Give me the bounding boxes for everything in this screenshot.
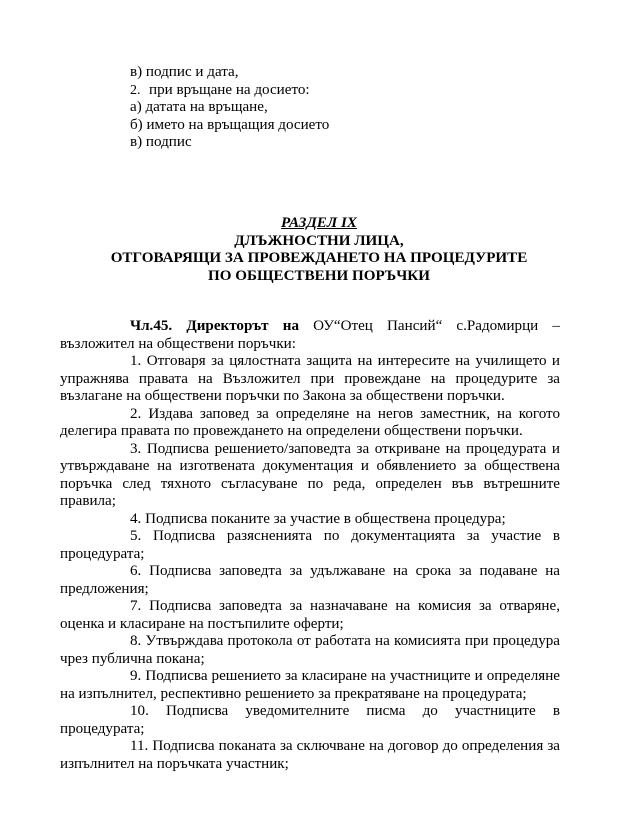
section-heading (60, 215, 578, 285)
article-body (60, 318, 560, 773)
article-word: ОУ“Отец (313, 318, 373, 334)
article-item: 4. Подписва поканите за участие в обществена процедура; (130, 510, 506, 527)
section-number: РАЗДЕЛ IX (281, 215, 357, 231)
article-item: 6. Подписва заповедта за удължаване на срока за подаване на предложения; (60, 563, 560, 597)
list-line (130, 82, 329, 100)
section-title-line: ПО ОБЩЕСТВЕНИ ПОРЪЧКИ (208, 267, 430, 284)
article-word: Пансий“ (387, 318, 443, 334)
return-info-list (130, 64, 329, 152)
article-number: Чл.45. (130, 318, 173, 334)
article-item: 11. Подписва поканата за сключване на договор до определения за изпълнител на поръчката участник; (60, 738, 560, 772)
article-item: 10. Подписва уведомителните писма до участниците в процедурата; (60, 703, 560, 737)
article-item: 7. Подписва заповедта за назначаване на комисия за отваряне, оценка и класиране на постъпилите оферти; (60, 598, 560, 632)
section-title-line: ДЛЪЖНОСТНИ ЛИЦА, (234, 232, 404, 249)
list-text: при връщане на досието: (149, 81, 310, 98)
article-subject: на (282, 318, 299, 334)
list-line: в) подпис (130, 134, 192, 150)
list-line: а) датата на връщане, (130, 99, 268, 115)
list-line: в) подпис и дата, (130, 64, 239, 80)
article-heading (60, 318, 560, 336)
article-paragraph: възложител на обществени поръчки: (60, 335, 296, 352)
article-item: 1. Отговаря за цялостната защита на интересите на училището и упражнява правата на Възложител при провеждане на процедурите за възлагане на обществени поръчки по Закона за обществени поръчки. (60, 353, 560, 404)
article-subject: Директорът (186, 318, 269, 334)
section-title-line: ОТГОВАРЯЩИ ЗА ПРОВЕЖДАНЕТО НА ПРОЦЕДУРИТЕ (110, 250, 528, 266)
article-item: 5. Подписва разясненията по документацията за участие в процедурата; (60, 528, 560, 562)
article-item: 9. Подписва решението за класиране на участниците и определяне на изпълнител, респективно решението за прекратяване на процедурата; (60, 668, 560, 702)
article-item: 8. Утвърждава протокола от работата на комисията при процедура чрез публична покана; (60, 633, 560, 667)
list-line: б) името на връщащия досието (130, 116, 330, 133)
article-item: 2. Издава заповед за определяне на негов заместник, на когото делегира правата по провеждането на определени обществени поръчки. (60, 405, 560, 439)
article-word: – (552, 318, 560, 334)
list-number: 2. (130, 82, 141, 98)
article-item: 3. Подписва решението/заповедта за откриване на процедурата и утвърждаване на изготвената документация и обявлението за обществена поръчка след тяхното съгласуване по реда, определен във вътрешните правила; (60, 440, 560, 509)
article-word: с.Радомирци (456, 318, 539, 334)
